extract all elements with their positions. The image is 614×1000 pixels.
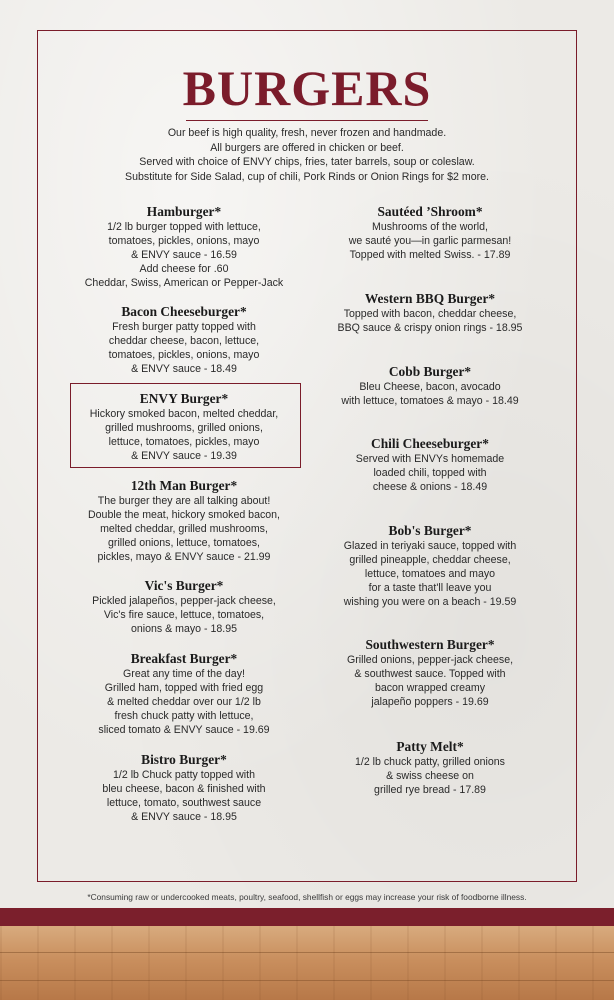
menu-item-hamburger: [64, 204, 304, 290]
menu-item-description: Bleu Cheese, bacon, avocado with lettuce, tomatoes & mayo - 18.49: [341, 381, 519, 408]
intro-line: Substitute for Side Salad, cup of chili, Pork Rinds or Onion Rings for $2 more.: [125, 170, 489, 183]
menu-item-description: Topped with bacon, cheddar cheese, BBQ sauce & crispy onion rings - 18.95: [337, 308, 523, 335]
intro-line: Our beef is high quality, fresh, never frozen and handmade.: [167, 127, 447, 139]
menu-item-name: Bob's Burger*: [388, 523, 472, 538]
menu-item-name: Chili Cheeseburger*: [371, 436, 489, 451]
menu-item-name: 12th Man Burger*: [130, 478, 238, 493]
menu-item-name: Breakfast Burger*: [130, 651, 238, 666]
menu-item-name: Cobb Burger*: [388, 364, 472, 379]
menu-item-name: ENVY Burger*: [139, 391, 229, 406]
menu-item-description: Fresh burger patty topped with cheddar cheese, bacon, lettuce, tomatoes, pickles, onions, mayo & ENVY sauce - 18.49: [108, 321, 260, 376]
menu-item-bobs-burger: [310, 523, 550, 609]
menu-item-description: Grilled onions, pepper-jack cheese, & southwest sauce. Topped with bacon wrapped creamy jalapeño poppers - 19.69: [346, 654, 514, 709]
menu-item-description: Pickled jalapeños, pepper-jack cheese, Vic's fire sauce, lettuce, tomatoes, onions & mayo - 18.95: [92, 595, 276, 636]
menu-item-description: Glazed in teriyaki sauce, topped with grilled pineapple, cheddar cheese, lettuce, tomatoes and mayo for a taste that'll leave you wishing you were on a beach - 19.59: [343, 540, 517, 609]
menu-item-western-bbq-burger: [310, 291, 550, 335]
title-underline: [186, 120, 428, 121]
menu-item-description: 1/2 lb Chuck patty topped with bleu cheese, bacon & finished with lettuce, tomato, southwest sauce & ENVY sauce - 18.95: [102, 769, 266, 824]
maroon-footer-band: [0, 908, 614, 926]
intro-line: All burgers are offered in chicken or beef.: [210, 141, 404, 154]
page-title: BURGERS: [182, 60, 432, 116]
menu-item-description: Served with ENVYs homemade loaded chili, topped with cheese & onions - 18.49: [355, 453, 505, 494]
menu-item-description: Mushrooms of the world, we sauté you—in garlic parmesan! Topped with melted Swiss. - 17.89: [348, 221, 512, 262]
menu-item-name: Western BBQ Burger*: [364, 291, 496, 306]
menu-item-description: 1/2 lb burger topped with lettuce, tomatoes, pickles, onions, mayo & ENVY sauce - 16.59 Add cheese for .60 Cheddar, Swiss, American or Pepper-Jack: [84, 221, 284, 290]
menu-item-name: Bistro Burger*: [141, 752, 227, 767]
intro-text: [0, 126, 614, 184]
intro-line: Served with choice of ENVY chips, fries, tater barrels, soup or coleslaw.: [139, 156, 475, 169]
menu-item-cobb-burger: [310, 364, 550, 408]
menu-item-name: Sautéed ’Shroom*: [377, 204, 483, 219]
menu-item-name: Vic's Burger*: [144, 578, 224, 593]
menu-item-breakfast-burger: [64, 651, 304, 737]
menu-item-envy-burger: [64, 391, 304, 463]
food-safety-disclaimer: *Consuming raw or undercooked meats, poultry, seafood, shellfish or eggs may increase your risk of foodborne illness.: [87, 892, 527, 902]
menu-item-name: Southwestern Burger*: [365, 637, 495, 652]
menu-item-sauteed-shroom: [310, 204, 550, 262]
menu-item-name: Patty Melt*: [396, 739, 464, 754]
menu-item-patty-melt: [310, 739, 550, 797]
menu-item-description: 1/2 lb chuck patty, grilled onions & swiss cheese on grilled rye bread - 17.89: [355, 756, 505, 797]
menu-item-name: Hamburger*: [146, 204, 222, 219]
menu-item-southwestern-burger: [310, 637, 550, 709]
menu-item-vics-burger: [64, 578, 304, 636]
wood-table-background: [0, 926, 614, 1000]
menu-item-name: Bacon Cheeseburger*: [121, 304, 247, 319]
menu-item-description: The burger they are all talking about! Double the meat, hickory smoked bacon, melted cheddar, grilled mushrooms, grilled onions, lettuce, tomatoes, pickles, mayo & ENVY sauce - 21.99: [88, 495, 280, 564]
menu-item-12th-man-burger: [64, 478, 304, 564]
menu-item-description: Great any time of the day! Grilled ham, topped with fried egg & melted cheddar over our 1/2 lb fresh chuck patty with lettuce, sliced tomato & ENVY sauce - 19.69: [98, 668, 270, 737]
menu-item-bistro-burger: [64, 752, 304, 824]
menu-item-chili-cheeseburger: [310, 436, 550, 494]
menu-item-bacon-cheeseburger: [64, 304, 304, 376]
menu-item-description: Hickory smoked bacon, melted cheddar, grilled mushrooms, grilled onions, lettuce, tomatoes, pickles, mayo & ENVY sauce - 19.39: [89, 408, 279, 463]
